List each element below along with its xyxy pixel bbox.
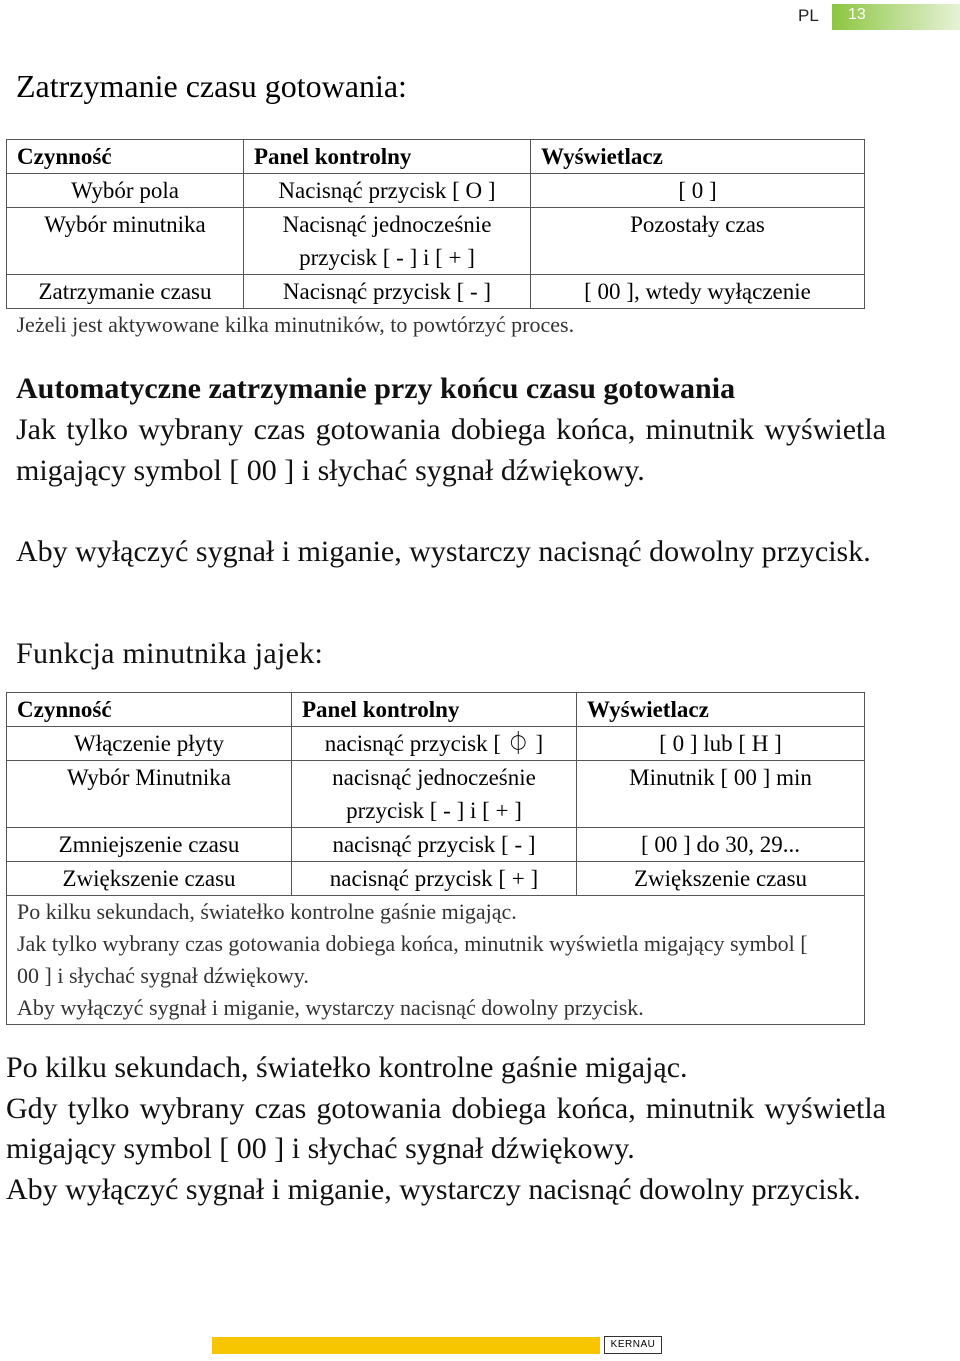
- cell-panel: nacisnąć przycisk [ + ]: [292, 862, 577, 896]
- table-row: [7, 275, 865, 309]
- cell-panel: Nacisnąć przycisk [ O ]: [244, 174, 531, 208]
- egg-timer-table: [6, 692, 865, 1025]
- cell-action: Zatrzymanie czasu: [7, 275, 244, 309]
- cell-action: Zwiększenie czasu: [7, 862, 292, 896]
- table-header-row: [7, 140, 865, 174]
- cell-action: Włączenie płyty: [7, 727, 292, 761]
- auto-stop-instruction: Aby wyłączyć sygnał i miganie, wystarczy nacisnąć dowolny przycisk.: [16, 535, 871, 568]
- bottom-paragraph-light: Po kilku sekundach, światełko kontrolne gaśnie migając.: [6, 1051, 688, 1084]
- bottom-paragraph-dismiss: Aby wyłączyć sygnał i miganie, wystarczy nacisnąć dowolny przycisk.: [6, 1172, 861, 1206]
- footer-bar: [212, 1337, 600, 1354]
- section-title-auto-stop: Automatyczne zatrzymanie przy końcu czasu gotowania: [16, 372, 736, 405]
- repeat-note: Jeżeli jest aktywowane kilka minutników, to powtórzyć proces.: [16, 312, 575, 337]
- header-display: Wyświetlacz: [531, 140, 865, 174]
- table-note-row: [7, 309, 865, 342]
- cell-display: Minutnik [ 00 ] min: [577, 761, 865, 828]
- table-notes-row: [7, 896, 865, 1025]
- table-row: [7, 828, 865, 862]
- cell-panel: nacisnąć jednocześnie przycisk [ - ] i [ + ]: [292, 761, 577, 828]
- cell-action: Wybór pola: [7, 174, 244, 208]
- table-row: [7, 862, 865, 896]
- egg-timer-notes: [7, 896, 865, 1025]
- note-dismiss: Aby wyłączyć sygnał i miganie, wystarczy nacisnąć dowolny przycisk.: [17, 995, 644, 1020]
- cell-display: [ 00 ], wtedy wyłączenie: [531, 275, 865, 309]
- note-light-off: Po kilku sekundach, światełko kontrolne gaśnie migając.: [17, 899, 517, 924]
- cell-action: Wybór Minutnika: [7, 761, 292, 828]
- language-code: PL: [798, 6, 819, 25]
- cell-display: Zwiększenie czasu: [577, 862, 865, 896]
- cell-display: Pozostały czas: [531, 208, 865, 275]
- table-row: [7, 761, 865, 828]
- cell-display: [ 00 ] do 30, 29...: [577, 828, 865, 862]
- cell-panel: Nacisnąć przycisk [ - ]: [244, 275, 531, 309]
- section-title-stop-time: Zatrzymanie czasu gotowania:: [16, 68, 407, 104]
- bottom-paragraph-time-end: Gdy tylko wybrany czas gotowania dobiega końca, minutnik wyświetla migający symbol [ 00 ] i słychać sygnał dźwiękowy.: [6, 1091, 886, 1165]
- section-title-egg-timer: Funkcja minutnika jajek:: [16, 637, 324, 670]
- table-header-row: [7, 693, 865, 727]
- cell-panel: Nacisnąć jednocześnie przycisk [ - ] i [ + ]: [244, 208, 531, 275]
- cell-panel: nacisnąć przycisk [ - ]: [292, 828, 577, 862]
- header-panel: Panel kontrolny: [292, 693, 577, 727]
- brand-logo: KERNAU: [604, 1336, 662, 1354]
- header-display: Wyświetlacz: [577, 693, 865, 727]
- header-action: Czynność: [7, 140, 244, 174]
- note-time-end: Jak tylko wybrany czas gotowania dobiega końca, minutnik wyświetla migający symbol [ 00 ] i słychać sygnał dźwiękowy.: [17, 931, 808, 988]
- auto-stop-paragraph: Jak tylko wybrany czas gotowania dobiega końca, minutnik wyświetla migający symbol [ 00 ] i słychać sygnał dźwiękowy.: [16, 413, 886, 487]
- cell-action: Wybór minutnika: [7, 208, 244, 275]
- bottom-text: [6, 1048, 886, 1210]
- table-row: [7, 727, 865, 761]
- page-number: 13: [848, 6, 866, 23]
- stop-time-table: [6, 139, 865, 341]
- cell-display: [ 0 ]: [531, 174, 865, 208]
- header-panel: Panel kontrolny: [244, 140, 531, 174]
- header-action: Czynność: [7, 693, 292, 727]
- table-row: [7, 208, 865, 275]
- cell-action: Zmniejszenie czasu: [7, 828, 292, 862]
- table-row: [7, 174, 865, 208]
- cell-display: [ 0 ] lub [ H ]: [577, 727, 865, 761]
- cell-panel: nacisnąć przycisk [ ⏀ ]: [292, 727, 577, 761]
